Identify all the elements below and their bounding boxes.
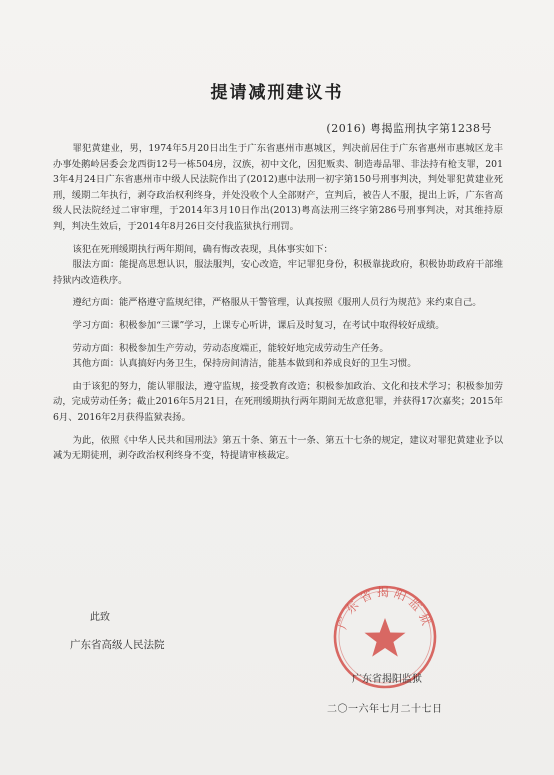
document-body	[53, 141, 503, 464]
closing-salutation: 此致	[90, 612, 110, 623]
document-date: 二〇一六年七月二十七日	[327, 704, 443, 715]
paragraph-other: 其他方面：认真搞好内务卫生，保持房间清洁，能基本做到和养成良好的卫生习惯。	[72, 358, 417, 370]
recipient-court: 广东省高级人民法院	[70, 639, 165, 651]
document-title: 提请减刑建议书	[210, 83, 344, 103]
paragraph-summary: 由于该犯的努力，能认罪服法，遵守监规，接受教育改造；积极参加政治、文化和技术学习；积极参加劳动，完成劳动任务；截止2016年5月21日，在死刑缓期执行两年期间无故意犯罪，并获得17次嘉奖；2015年6月、2016年2月获得监狱表扬。	[53, 380, 503, 423]
document-number: (2016) 粤揭监刑执字第1238号	[326, 122, 492, 135]
paragraph-intro: 该犯在死刑缓期执行两年期间，确有悔改表现，具体事实如下：	[72, 243, 333, 255]
svg-text:广东省揭阳监狱: 广东省揭阳监狱	[335, 585, 435, 631]
paragraph-study: 学习方面：积极参加“三课”学习，上课专心听讲，课后及时复习，在考试中取得较好成绩。	[72, 319, 445, 331]
paragraph-discipline: 遵纪方面：能严格遵守监规纪律，严格服从干警管理，认真按照《服刑人员行为规范》来约束自己。	[72, 297, 482, 309]
paragraph-law-abiding: 服法方面：能提高思想认识，服法服判，安心改造，牢记罪犯身份，积极靠拢政府，积极协助政府干部维持狱内改造秩序。	[53, 259, 503, 286]
paragraph-labor: 劳动方面：积极参加生产劳动，劳动态度端正，能较好地完成劳动生产任务。	[72, 342, 389, 354]
paragraph-recommendation: 为此，依照《中华人民共和国刑法》第五十条、第五十一条、第五十七条的规定，建议对罪犯黄建业予以减为无期徒刑，剥夺政治权利终身不变，特提请审核裁定。	[53, 434, 503, 462]
seal-star-icon	[365, 618, 406, 657]
closing-block	[70, 608, 165, 652]
paragraph-criminal-record: 罪犯黄建业，男，1974年5月20日出生于广东省惠州市惠城区，判决前居住于广东省惠州市惠城区龙丰办事处鹅岭居委会龙西街12号一栋504房，汉族，初中文化，因犯贩卖、制造毒品罪、非法持有枪支罪，2013年4月24日广东省惠州市中级人民法院作出了(2012)惠中法刑一初字第150号刑事判决，判处罪犯黄建业死刑，缓期二年执行，剥夺政治权利终身，并处没收个人全部财产，宣判后，被告人不服，提出上诉，广东省高级人民法院经过二审审理，于2014年3月10日作出(2013)粤高法刑三终字第286号刑事判决，对其维持原判，判决生效后，于2014年8月26日交付我监狱执行刑罚。	[53, 143, 503, 232]
signing-authority: 广东省揭阳监狱	[352, 674, 422, 685]
